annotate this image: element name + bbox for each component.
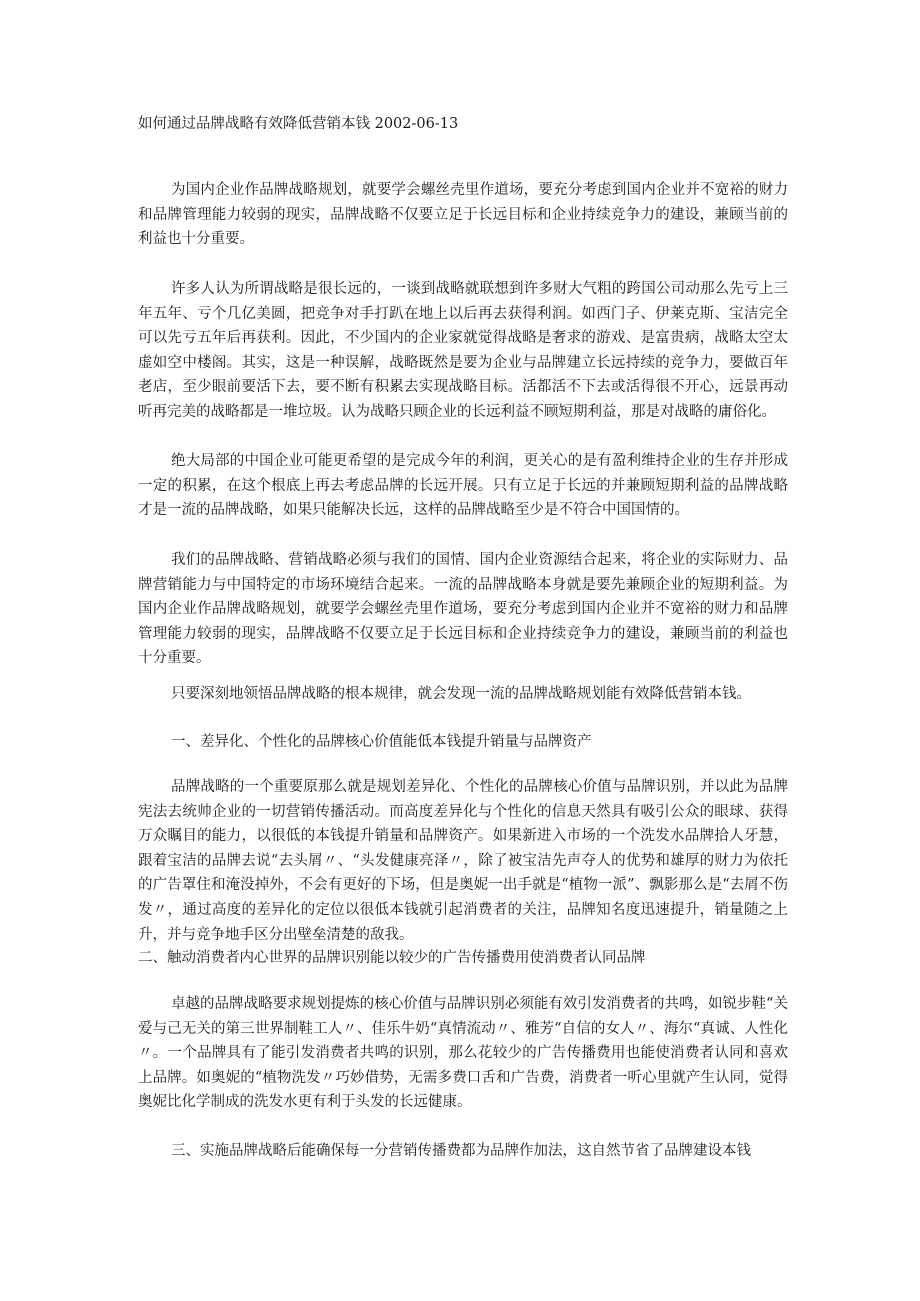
paragraph-3: 绝大局部的中国企业可能更希望的是完成今年的利润，更关心的是有盈利维持企业的生存并形成一定的积累，在这个根底上再去考虑品牌的长远开展。只有立足于长远的并兼顾短期利益的品牌战略才是一流的品牌战略，如果只能解决长远，这样的品牌战略至少是不符合中国国情的。 [138,453,788,519]
paragraph-2: 许多人认为所谓战略是很长远的，一谈到战略就联想到许多财大气粗的跨国公司动那么先亏上三年五年、亏个几亿美圆，把竞争对手打趴在地上以后再去获得利润。如西门子、伊莱克斯、宝洁完全可以先亏五年后再获利。因此，不少国内的企业家就觉得战略是奢求的游戏、是富贵病，战略太空太虚如空中楼阁。其实，这是一种误解，战略既然是要为企业与品牌建立长远持续的竞争力，要做百年老店，至少眼前要活下去，要不断有积累去实现战略目标。活都活不下去或活得很不开心，远景再动听再完美的战略都是一堆垃圾。认为战略只顾企业的长远利益不顾短期利益，那是对战略的庸俗化。 [138,281,788,420]
paragraph-4: 我们的品牌战略、营销战略必须与我们的国情、国内企业资源结合起来，将企业的实际财力、品牌营销能力与中国特定的市场环境结合起来。一流的品牌战略本身就是要先兼顾企业的短期利益。为国内企业作品牌战略规划，就要学会螺丝壳里作道场，要充分考虑到国内企业并不宽裕的财力和品牌管理能力较弱的现实，品牌战略不仅要立足于长远目标和企业持续竞争力的建设，兼顾当前的利益也十分重要。 [138,552,788,667]
section-heading-1: 一、差异化、个性化的品牌核心价值能低本钱提升销量与品牌资产 [171,734,592,750]
paragraph-7: 卓越的品牌战略要求规划提炼的核心价值与品牌识别必须能有效引发消费者的共鸣，如锐步鞋“关爱与己无关的第三世界制鞋工人〃、佳乐牛奶“真情流动〃、雅芳“自信的女人〃、海尔“真诚、人性化〃。一个品牌具有了能引发消费者共鸣的识别，那么花较少的广告传播费用也能使消费者认同和喜欢上品牌。如奥妮的“植物洗发〃巧妙借势，无需多费口舌和广告费，消费者一听心里就产生认同，觉得奥妮比化学制成的洗发水更有利于头发的长远健康。 [138,996,788,1111]
paragraph-5: 只要深刻地领悟品牌战略的根本规律，就会发现一流的品牌战略规划能有效降低营销本钱。 [171,686,751,702]
paragraph-6: 品牌战略的一个重要原那么就是规划差异化、个性化的品牌核心价值与品牌识别，并以此为品牌宪法去统帅企业的一切营销传播活动。而高度差异化与个性化的信息天然具有吸引公众的眼球、获得万众瞩目的能力，以很低的本钱提升销量和品牌资产。如果新进入市场的一个洗发水品牌拾人牙慧，跟着宝洁的品牌去说“去头屑〃、“头发健康亮泽〃，除了被宝洁先声夺人的优势和雄厚的财力为依托的广告罩住和淹没掉外，不会有更好的下场，但是奥妮一出手就是“植物一派”、飘影那么是“去屑不伤发〃，通过高度的差异化的定位以很低本钱就引起消费者的关注，品牌知名度迅速提升，销量随之上升，并与竞争地手区分出壁垒清楚的敌我。 [138,779,788,943]
paragraph-1: 为国内企业作品牌战略规划，就要学会螺丝壳里作道场，要充分考虑到国内企业并不宽裕的财力和品牌管理能力较弱的现实，品牌战略不仅要立足于长远目标和企业持续竞争力的建设，兼顾当前的利益也十分重要。 [138,182,788,248]
document-title: 如何通过品牌战略有效降低营销本钱 2002-06-13 [138,116,459,132]
section-heading-3: 三、实施品牌战略后能确保每一分营销传播费都为品牌作加法，这自然节省了品牌建设本钱 [171,1143,751,1159]
section-heading-2: 二、触动消费者内心世界的品牌识别能以较少的广告传播费用使消费者认同品牌 [138,950,646,966]
